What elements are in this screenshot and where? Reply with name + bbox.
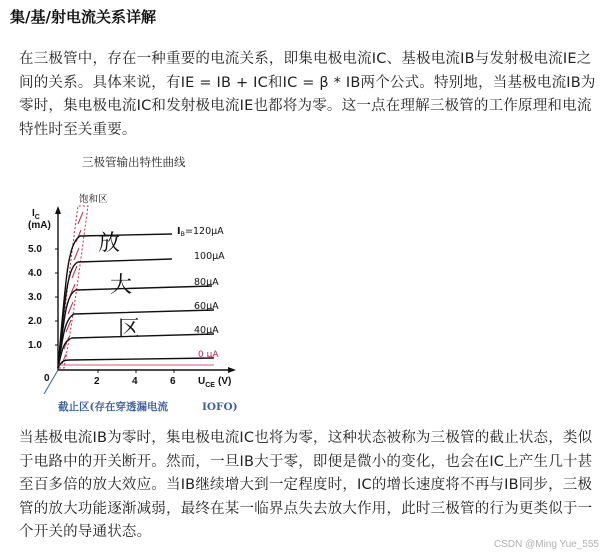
x-axis-label: $U_{CE}$: [198, 376, 215, 389]
article-heading: 集/基/射电流关系详解: [10, 8, 156, 26]
y-tick-label: 1.0: [28, 340, 42, 351]
y-tick-label: 2.0: [28, 316, 42, 327]
paragraph-intro: 在三极管中，存在一种重要的电流关系，即集电极电流IC、基极电流IB与发射极电流IE之间的关系。具体来说，有IE = IB + IC和IC = β * IB两个公式。特别地，当基极电流IB为零时，集电极电流IC和发射极电流IE也都将为零。这一点在理解三极管的工作原理和电流特性时至关重要。: [19, 51, 596, 138]
output-characteristic-figure: [22, 154, 262, 420]
y-tick-label: 3.0: [28, 292, 42, 303]
csdn-watermark: CSDN @Ming Yue_555: [493, 539, 599, 550]
y-tick-labels: [28, 244, 42, 351]
cutoff-label: 截止区(存在穿透漏电流: [58, 401, 168, 413]
ib-label-40: 40μA: [194, 325, 219, 336]
x-tick-label: 6: [170, 376, 176, 387]
amplify-char: 区: [118, 317, 141, 342]
amplify-char: 大: [110, 273, 133, 298]
figure-title: 三极管输出特性曲线: [82, 155, 186, 169]
paragraph-cutoff: 当基极电流IB为零时，集电极电流IC也将为零，这种状态被称为三极管的截止状态，类似于电路中的开关断开。然而，一旦IB大于零，即便是微小的变化，也会在IC上产生几十甚至百多倍的放大效应。当IB继续增大到一定程度时，IC的增长速度将不再与IB同步，三极管的放大功能逐渐减弱，最终在某一临界点失去放大作用，此时三极管的行为更类似于一个开关的导通状态。: [19, 430, 593, 540]
curve-20ua: [58, 358, 214, 368]
cutoff-garbled: IOFO): [202, 401, 238, 413]
y-tick-label: 5.0: [28, 244, 42, 255]
y-axis-unit: (mA): [28, 220, 51, 231]
ib-label-0: 0 μA: [198, 350, 219, 360]
ib-label-120: $I_B=120\mu A$: [177, 226, 224, 238]
figure-svg: [22, 154, 262, 420]
x-tick-label: 2: [94, 376, 100, 387]
x-axis-arrow: [228, 367, 236, 373]
y-axis-arrow: [55, 206, 61, 214]
x-tick-label: 4: [132, 376, 138, 387]
origin-label: 0: [44, 373, 50, 384]
ib-label-80: 80μA: [194, 277, 219, 288]
saturation-label: 饱和区: [79, 194, 108, 205]
ib-label-60: 60μA: [194, 301, 219, 312]
x-axis-unit: (V): [218, 376, 232, 387]
y-axis-label: $I_C$: [32, 208, 40, 221]
y-tick-label: 4.0: [28, 268, 42, 279]
ib-label-100: 100μA: [194, 251, 225, 262]
amplify-char: 放: [98, 231, 121, 256]
